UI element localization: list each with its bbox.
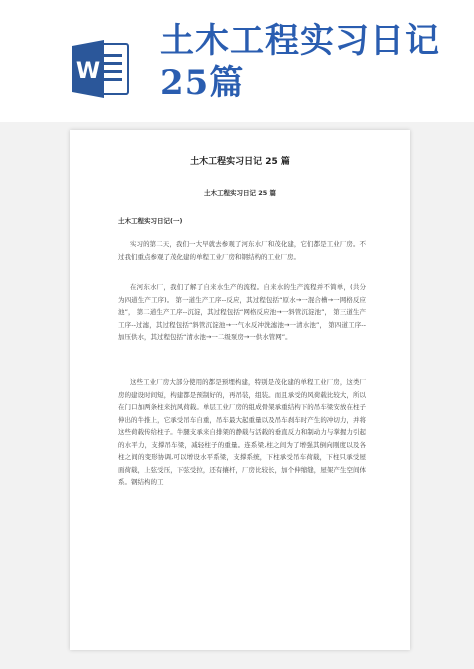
paragraph-1: 实习的第二天，我们一大早就去参观了河东水厂和茂化建，它们都是工业厂房。不过我们重点参观了茂化建的单程工业厂房和钢结构的工业厂房。 (118, 240, 366, 261)
banner-title (160, 20, 460, 104)
paragraph-2: 在河东水厂，我们了解了自来水生产的流程。自来水的生产流程并不简单，(共分为四道生产工序)。 第一道生产工序--反应，其过程包括“原水→一混合槽→一网格反应池”， 第二道生产工序--沉淀，其过程包括“网格反应池→一斜管沉淀池”， 第三道生产工序--过滤，其过程包括“斜管沉淀池→一气水反冲洗滤池→一清水池”， 第四道工序--加压供水，其过程包括“清水池→一二级泵房→一供水管网”。 (118, 283, 366, 341)
paragraph-3: 这些工业厂房大部分使用的都是预埋构建，特别是茂化建的单程工业厂房，这类厂房的建设时间短，构建都是预制好的，再吊装，组装。而且承受的风荷载比较大，所以在门口加两条柱来抗风荷载。单层工业厂房的组成骨架承重结构下的吊车梁安放在柱子伸出的牛推上，它承受吊车自重，吊车最大起重量以及吊车刹车时产生的冲切力，并将这些荷载传给柱子。牛腿支承来自排架的静载与活载的垂直反力和制动力与掌握力引起的水平力，支撑吊车梁，减轻柱子的重量。连系梁,柱之间为了增强其倒向刚度以及各柱之间的变形协调,可以增设水平系梁，支撑系统，下柱承受吊车荷载，下柱只承受屋面荷载，上弦受压，下弦受拉，还有攘杆，厂房比较长，加个伸缩缝，屋架产生空间体系。钢结构的工 (118, 378, 366, 486)
document-page (70, 130, 410, 650)
section-heading: 土木工程实习日记(一) (118, 217, 183, 225)
document-title: 土木工程实习日记 25 篇 (190, 157, 290, 167)
banner-title-line2: 25篇 (160, 63, 245, 103)
document-subtitle: 土木工程实习日记 25 篇 (203, 189, 277, 197)
banner (0, 0, 474, 140)
banner-title-line1: 土木工程实习日记 (160, 21, 440, 61)
word-document-icon (72, 38, 130, 100)
word-logo-letter: W (75, 59, 101, 84)
